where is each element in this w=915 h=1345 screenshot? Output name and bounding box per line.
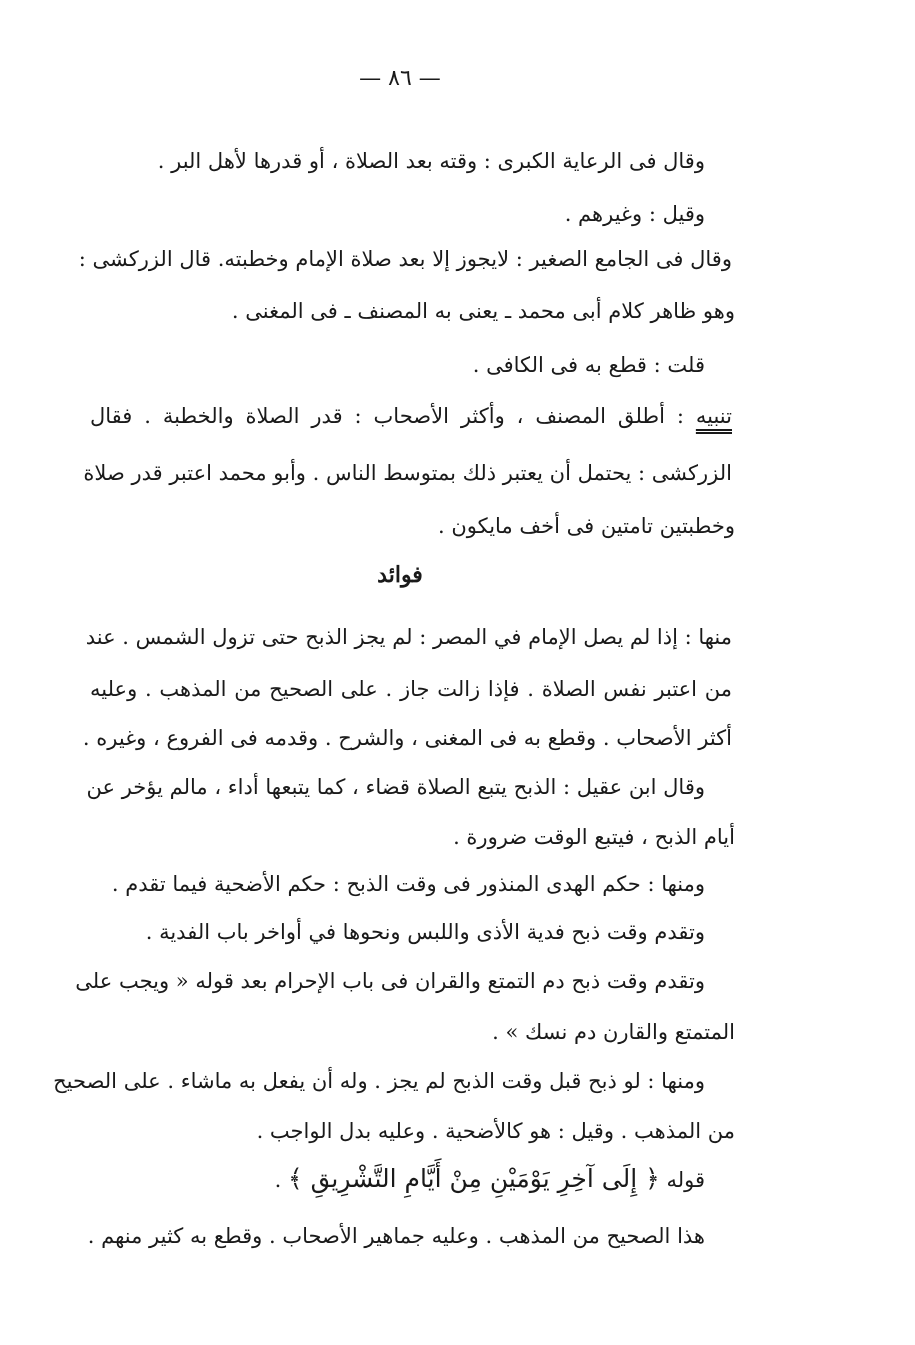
text-line-16: وتقدم وقت ذبح دم التمتع والقران فى باب الإحرام بعد قوله « ويجب على [75,969,705,993]
qawluhu-prefix: قوله [659,1168,705,1192]
tanbih-label: تنبيه [695,404,732,428]
text-line-10: من اعتبر نفس الصلاة . فإذا زالت جاز . على الصحيح من المذهب . وعليه [90,677,732,701]
page-number: — ٨٦ — [359,66,441,91]
text-line-17: المتمتع والقارن دم نسك » . [492,1020,735,1044]
text-line-20 [275,1164,705,1195]
text-line-18: ومنها : لو ذبح قبل وقت الذبح لم يجز . وله أن يفعل به ماشاء . على الصحيح [53,1069,705,1093]
text-line-2: وقيل : وغيرهم . [564,202,705,226]
text-line-9: منها : إذا لم يصل الإمام في المصر : لم يجز الذبح حتى تزول الشمس . عند [85,625,732,649]
text-line-6 [90,401,732,431]
text-line-7: الزركشى : يحتمل أن يعتبر ذلك بمتوسط الناس . وأبو محمد اعتبر قدر صلاة [83,461,732,485]
quran-quote: ﴿ إِلَى آخِرِ يَوْمَيْنِ مِنْ أَيَّامِ التَّشْرِيقِ ﴾ [287,1164,660,1193]
text-line-21: هذا الصحيح من المذهب . وعليه جماهير الأصحاب . وقطع به كثير منهم . [87,1224,705,1248]
text-line-1: وقال فى الرعاية الكبرى : وقته بعد الصلاة ، أو قدرها لأهل البر . [157,149,705,173]
text-line-19: من المذهب . وقيل : هو كالأضحية . وعليه بدل الواجب . [256,1119,735,1143]
text-line-6-body: : أطلق المصنف ، وأكثر الأصحاب : قدر الصلاة والخطبة . فقال [90,404,696,428]
text-line-15: وتقدم وقت ذبح فدية الأذى واللبس ونحوها في أواخر باب الفدية . [145,920,705,944]
text-line-11: أكثر الأصحاب . وقطع به فى المغنى ، والشرح . وقدمه فى الفروع ، وغيره . [82,726,732,750]
text-line-20-suffix: . [274,1168,288,1192]
text-line-4: وهو ظاهر كلام أبى محمد ـ يعنى به المصنف ـ فى المغنى . [231,299,735,323]
text-line-3: وقال فى الجامع الصغير : لايجوز إلا بعد صلاة الإمام وخطبته. قال الزركشى : [78,247,732,271]
text-line-13: أيام الذبح ، فيتبع الوقت ضرورة . [453,825,735,849]
text-line-8: وخطبتين تامتين فى أخف مايكون . [437,514,735,538]
text-line-5: قلت : قطع به فى الكافى . [472,353,705,377]
text-line-14: ومنها : حكم الهدى المنذور فى وقت الذبح : حكم الأضحية فيما تقدم . [111,872,705,896]
section-heading: فوائد [377,562,423,588]
text-line-12: وقال ابن عقيل : الذبح يتبع الصلاة قضاء ، كما يتبعها أداء ، مالم يؤخر عن [86,775,705,799]
